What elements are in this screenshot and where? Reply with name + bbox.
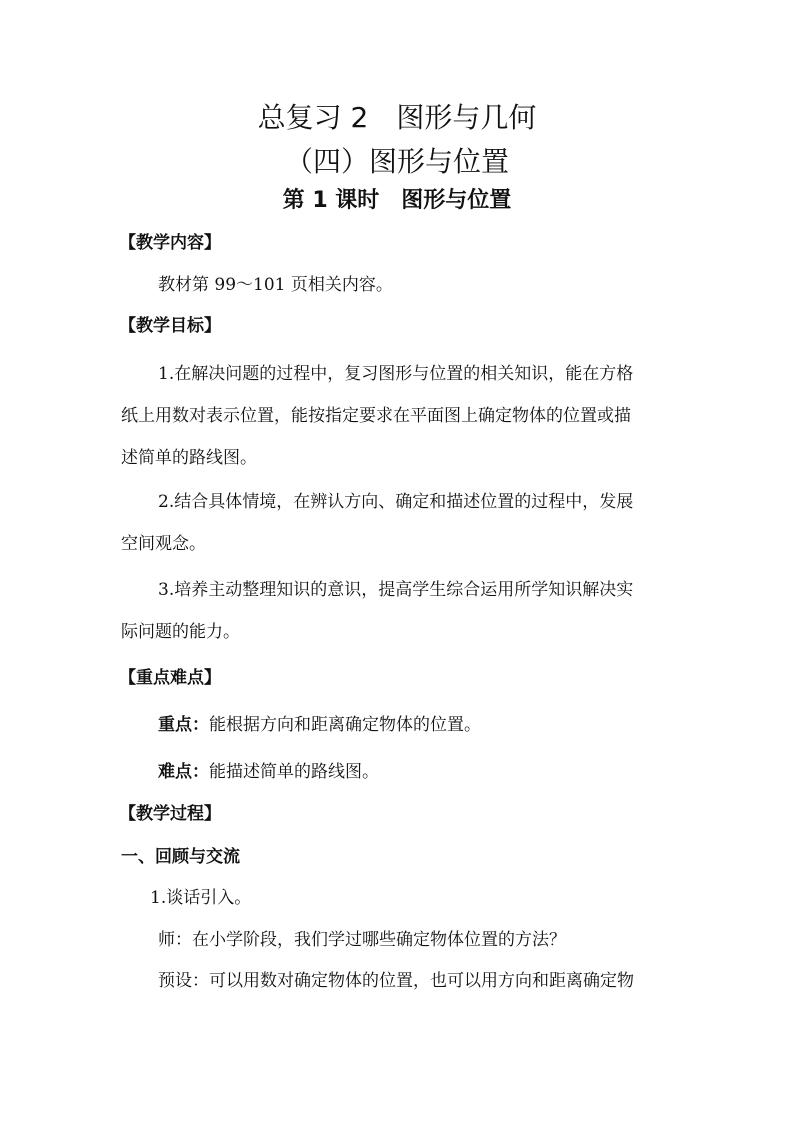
key-point-line (158, 713, 481, 737)
goal-1-line-1: 1.在解决问题的过程中，复习图形与位置的相关知识，能在方格 (158, 364, 634, 384)
teacher-question: 师：在小学阶段，我们学过哪些确定物体位置的方法？ (158, 930, 566, 950)
key-point-label: 重点： (158, 715, 209, 735)
difficulty-line (158, 760, 379, 784)
goal-2-line-2: 空间观念。 (121, 534, 206, 554)
key-point-text: 能根据方向和距离确定物体的位置。 (209, 715, 481, 735)
lesson-title: 第 1 课时 图形与位置 (282, 188, 512, 213)
key-points-heading: 【重点难点】 (119, 668, 221, 688)
goals-heading: 【教学目标】 (119, 316, 221, 336)
goal-2-line-1: 2.结合具体情境，在辨认方向、确定和描述位置的过程中，发展 (158, 492, 634, 512)
step-1: 1.谈话引入。 (150, 888, 252, 908)
content-heading: 【教学内容】 (119, 233, 221, 253)
difficulty-label: 难点： (158, 762, 209, 782)
difficulty-text: 能描述简单的路线图。 (209, 762, 379, 782)
goal-1-line-2: 纸上用数对表示位置，能按指定要求在平面图上确定物体的位置或描 (121, 406, 631, 426)
sub-title: （四）图形与位置 (284, 145, 509, 178)
goal-3-line-1: 3.培养主动整理知识的意识，提高学生综合运用所学知识解决实 (158, 580, 634, 600)
part-1-heading: 一、回顾与交流 (121, 847, 240, 867)
process-heading: 【教学过程】 (119, 804, 221, 824)
main-title: 总复习 2 图形与几何 (257, 101, 537, 134)
preset-answer: 预设：可以用数对确定物体的位置，也可以用方向和距离确定物 (158, 971, 634, 991)
goal-3-line-2: 际问题的能力。 (121, 622, 240, 642)
goal-1-line-3: 述简单的路线图。 (121, 448, 257, 468)
content-text: 教材第 99～101 页相关内容。 (158, 275, 393, 295)
